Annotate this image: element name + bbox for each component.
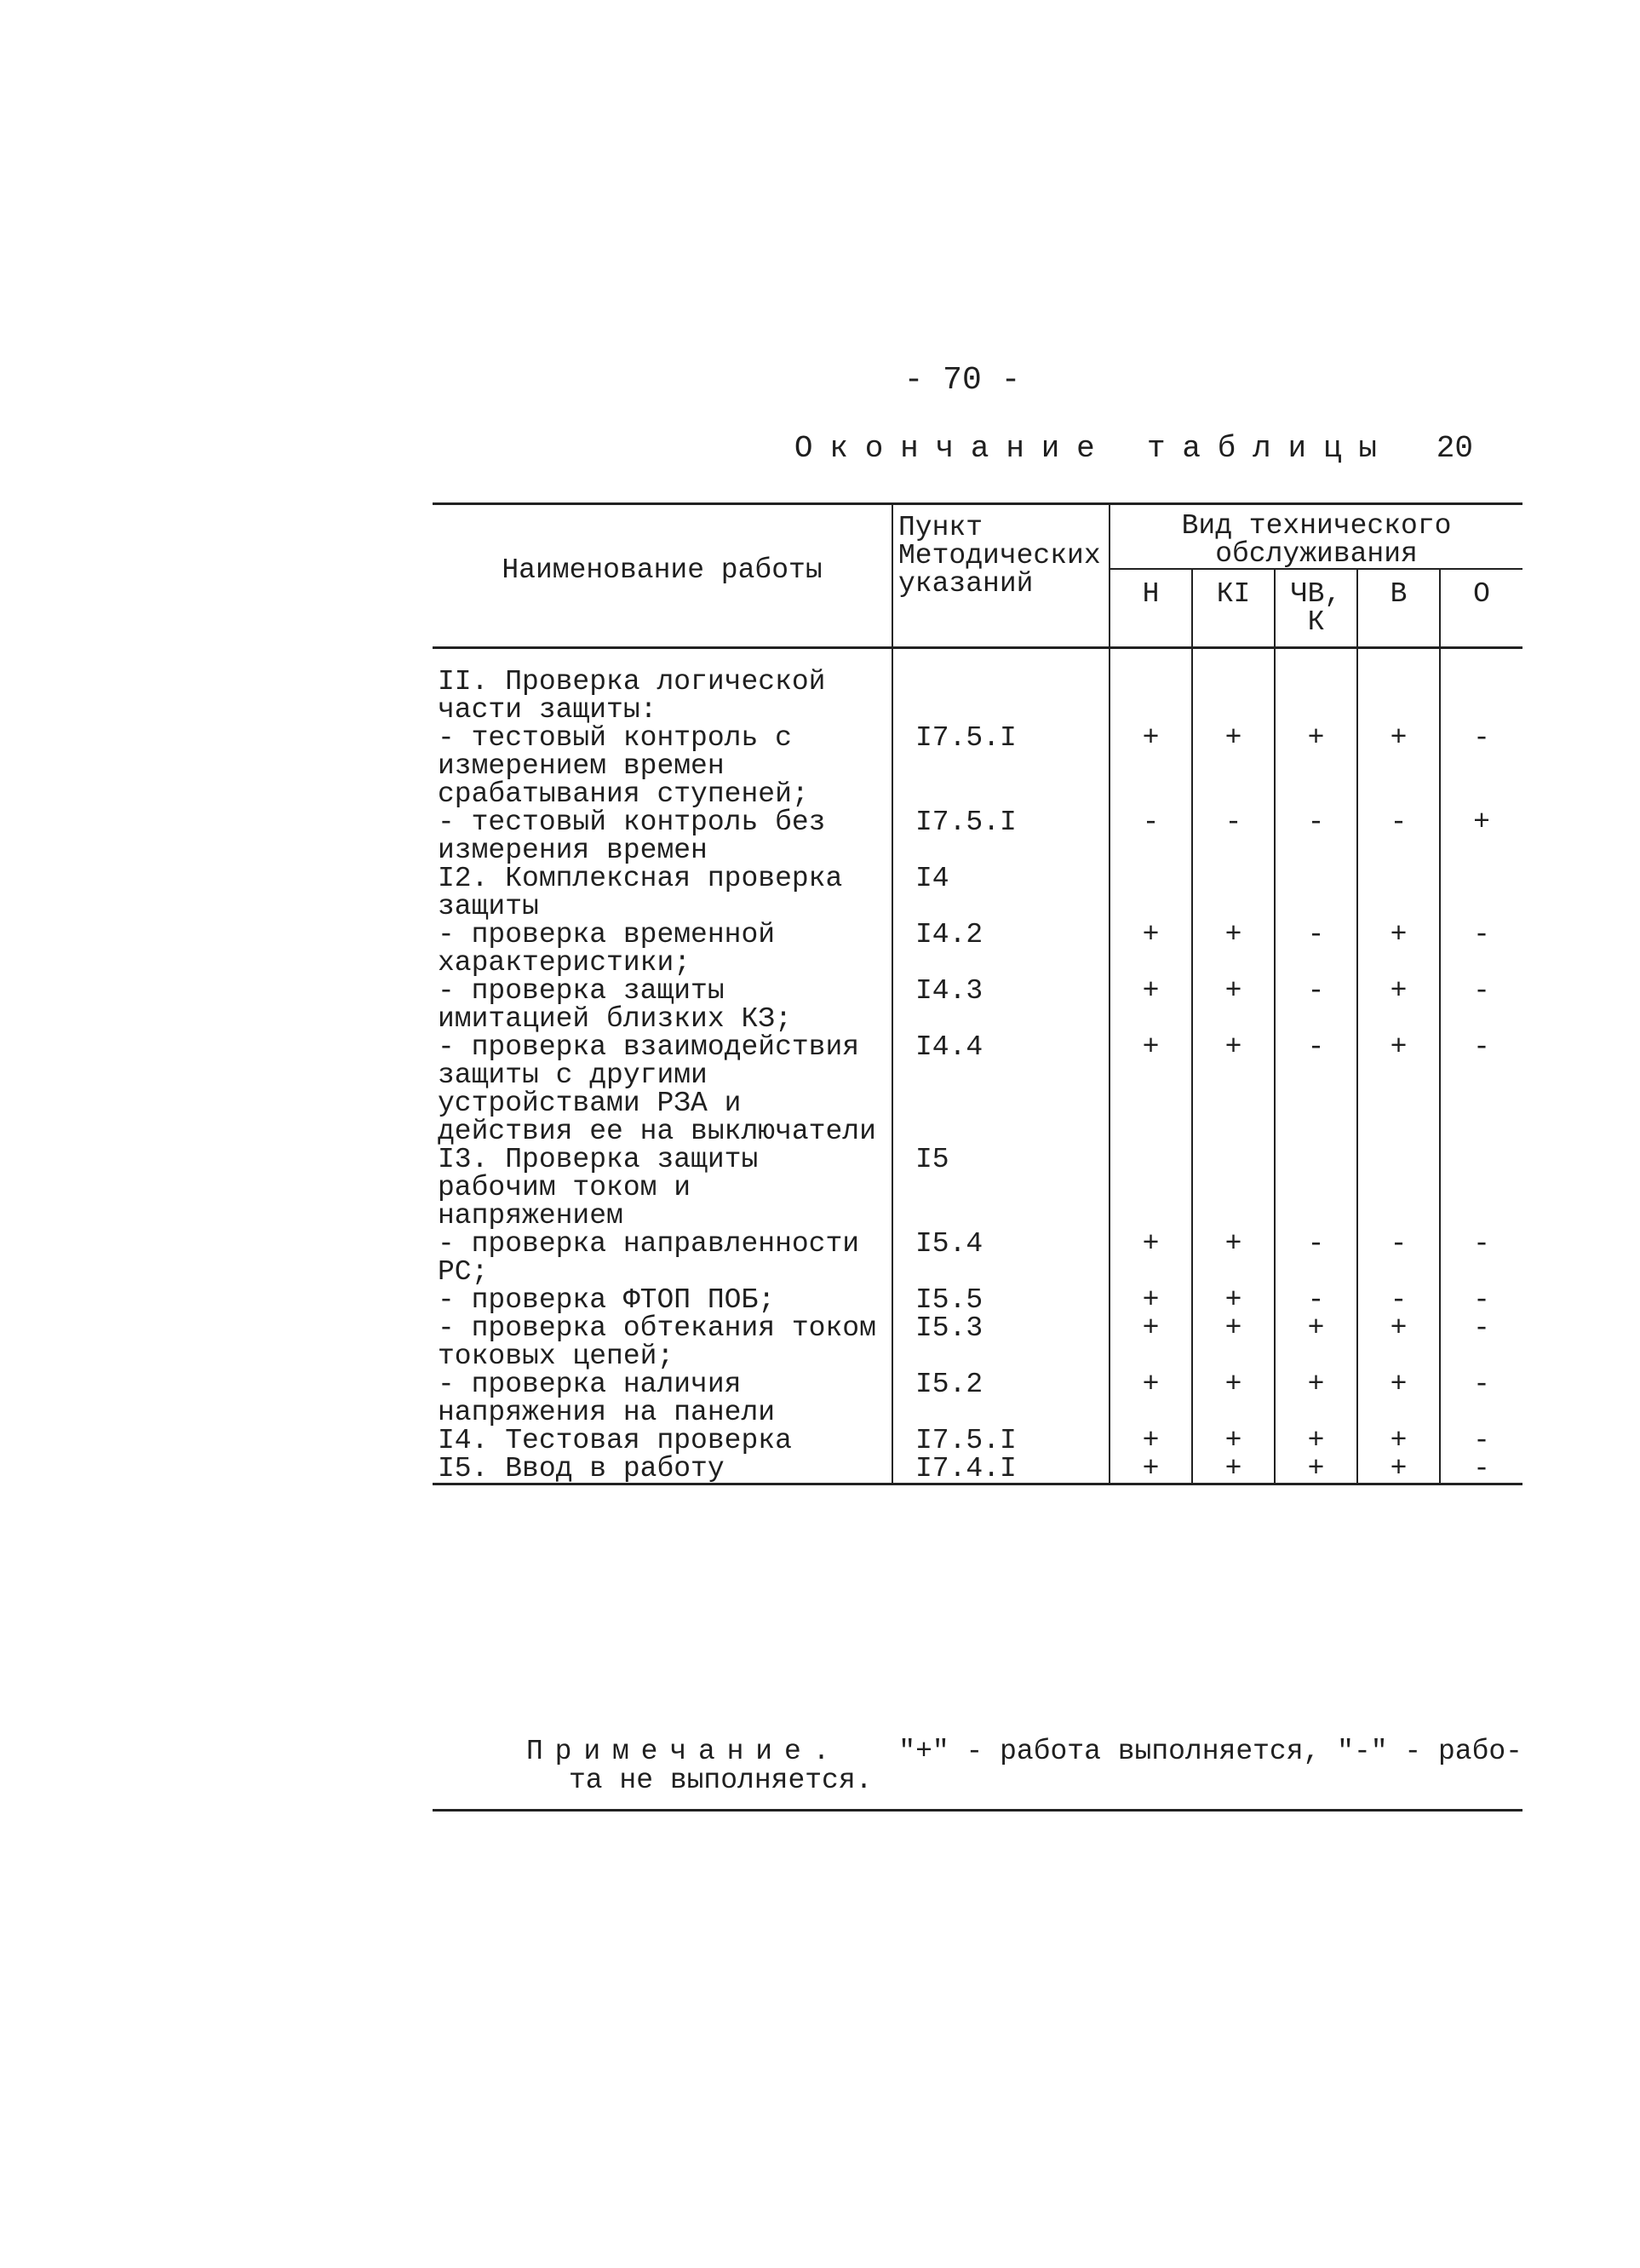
work-name: - тестовый контроль с измерением времен срабатывания ступеней;	[433, 724, 892, 808]
service-mark: -	[1275, 1230, 1357, 1286]
service-mark: +	[1192, 1286, 1275, 1314]
service-mark	[1110, 864, 1192, 921]
service-mark	[1275, 1145, 1357, 1230]
page-number: - 70 -	[903, 362, 1021, 399]
guideline-item: I4.2	[892, 921, 1110, 977]
service-mark: +	[1275, 1370, 1357, 1427]
table-row	[433, 1145, 1522, 1230]
service-mark: +	[1275, 1314, 1357, 1370]
service-mark: -	[1473, 1369, 1490, 1400]
table-row	[433, 808, 1522, 864]
note-label: Примечание.	[526, 1736, 842, 1767]
guideline-item: I5.5	[892, 1286, 1110, 1314]
table-row	[433, 1033, 1522, 1145]
service-mark: +	[1192, 1033, 1275, 1145]
table-caption-number: 20	[1436, 431, 1473, 466]
service-mark: +	[1357, 921, 1440, 977]
service-mark: -	[1275, 1286, 1357, 1314]
spacer-cell	[1110, 648, 1192, 669]
service-mark: +	[1275, 1455, 1357, 1484]
spacer-cell	[1192, 648, 1275, 669]
service-mark: -	[1275, 808, 1357, 864]
guideline-item: I4.3	[892, 977, 1110, 1033]
work-name: I2. Комплексная проверка защиты	[433, 864, 892, 921]
service-mark	[1192, 1145, 1275, 1230]
work-name: I3. Проверка защиты рабочим током и напряжением	[433, 1145, 892, 1230]
service-mark: -	[1357, 808, 1440, 864]
service-mark: +	[1275, 724, 1357, 808]
service-mark: +	[1110, 1370, 1192, 1427]
service-mark: +	[1357, 1314, 1440, 1370]
service-mark: -	[1473, 1284, 1490, 1316]
service-mark	[1440, 668, 1522, 724]
table-body	[433, 648, 1522, 1484]
table-row	[433, 1427, 1522, 1455]
service-mark: +	[1473, 807, 1490, 838]
service-mark: +	[1192, 1370, 1275, 1427]
service-mark	[1192, 864, 1275, 921]
work-name: - проверка взаимодействия защиты с другими устройствами РЗА и действия ее на выключатели	[433, 1033, 892, 1145]
work-name: I5. Ввод в работу	[433, 1455, 892, 1484]
header-service-type: Вид технического обслуживания	[1110, 504, 1522, 570]
service-mark: -	[1473, 722, 1490, 754]
service-mark: +	[1110, 1427, 1192, 1455]
table-row	[433, 1286, 1522, 1314]
work-name: - проверка временной характеристики;	[433, 921, 892, 977]
service-mark: -	[1473, 1425, 1490, 1456]
service-mark: +	[1357, 1370, 1440, 1427]
service-mark: -	[1275, 1033, 1357, 1145]
table-row	[433, 921, 1522, 977]
service-mark	[1440, 1145, 1522, 1230]
header-name: Наименование работы	[433, 504, 892, 648]
spacer-cell	[1357, 648, 1440, 669]
work-name: - проверка направленности РС;	[433, 1230, 892, 1286]
table-note	[433, 1737, 1522, 1812]
service-mark	[1357, 864, 1440, 921]
service-mark: +	[1275, 1427, 1357, 1455]
service-mark	[1110, 1145, 1192, 1230]
table-row	[433, 864, 1522, 921]
service-mark: -	[1275, 921, 1357, 977]
service-mark	[1440, 864, 1522, 921]
service-mark: +	[1357, 1455, 1440, 1484]
service-mark	[1110, 668, 1192, 724]
service-mark: -	[1473, 1228, 1490, 1260]
service-mark: +	[1110, 921, 1192, 977]
guideline-item: I5.4	[892, 1230, 1110, 1286]
work-name: I4. Тестовая проверка	[433, 1427, 892, 1455]
header-mode-2: ЧВ, К	[1275, 569, 1357, 648]
service-mark: -	[1473, 919, 1490, 950]
service-mark: +	[1110, 1314, 1192, 1370]
guideline-item: I7.4.I	[892, 1455, 1110, 1484]
service-mark: -	[1357, 1230, 1440, 1286]
spacer-cell	[892, 648, 1110, 669]
guideline-item: I5.2	[892, 1370, 1110, 1427]
guideline-item: I7.5.I	[892, 724, 1110, 808]
work-name: - проверка наличия напряжения на панели	[433, 1370, 892, 1427]
service-mark: +	[1192, 977, 1275, 1033]
guideline-item: I5.3	[892, 1314, 1110, 1370]
service-mark: +	[1110, 977, 1192, 1033]
work-name: - проверка ФТОП ПОБ;	[433, 1286, 892, 1314]
service-mark: +	[1192, 1427, 1275, 1455]
service-mark: +	[1110, 1455, 1192, 1484]
guideline-item: I7.5.I	[892, 1427, 1110, 1455]
service-mark: -	[1473, 1031, 1490, 1063]
table-row	[433, 668, 1522, 724]
table-row	[433, 1455, 1522, 1484]
spacer-cell	[433, 648, 892, 669]
service-mark: +	[1357, 724, 1440, 808]
service-mark: -	[1440, 1455, 1522, 1484]
service-mark: +	[1110, 1286, 1192, 1314]
service-mark: -	[1275, 977, 1357, 1033]
guideline-item: I7.5.I	[892, 808, 1110, 864]
guideline-item: I4.4	[892, 1033, 1110, 1145]
header-mode-3: В	[1357, 569, 1440, 648]
table-row	[433, 724, 1522, 808]
guideline-item	[892, 668, 1110, 724]
guideline-item: I5	[892, 1145, 1110, 1230]
service-mark	[1357, 668, 1440, 724]
service-mark: +	[1192, 1455, 1275, 1484]
table-caption-label: Окончание таблицы	[794, 431, 1394, 466]
guideline-item: I4	[892, 864, 1110, 921]
service-mark: +	[1192, 724, 1275, 808]
service-mark	[1192, 668, 1275, 724]
service-mark: -	[1192, 808, 1275, 864]
table-row	[433, 1370, 1522, 1427]
header-mode-1: КI	[1192, 569, 1275, 648]
service-mark: +	[1192, 1230, 1275, 1286]
header-mode-0: Н	[1110, 569, 1192, 648]
service-mark: +	[1110, 1033, 1192, 1145]
table-caption	[766, 431, 1473, 466]
service-mark: -	[1357, 1286, 1440, 1314]
table-row	[433, 977, 1522, 1033]
service-mark: +	[1357, 977, 1440, 1033]
work-name: II. Проверка логической части защиты:	[433, 668, 892, 724]
service-mark: +	[1357, 1033, 1440, 1145]
spacer-cell	[1275, 648, 1357, 669]
service-mark: -	[1473, 975, 1490, 1007]
header-item: Пункт Методических указаний	[892, 504, 1110, 648]
note-text-line1: "+" - работа выполняется, "-" - рабо-	[898, 1736, 1522, 1767]
maintenance-table	[433, 502, 1522, 1485]
header-mode-4: О	[1440, 569, 1522, 648]
service-mark: +	[1110, 1230, 1192, 1286]
work-name: - проверка обтекания током токовых цепей;	[433, 1314, 892, 1370]
service-mark: +	[1192, 1314, 1275, 1370]
work-name: - тестовый контроль без измерения времен	[433, 808, 892, 864]
work-name: - проверка защиты имитацией близких КЗ;	[433, 977, 892, 1033]
service-mark	[1357, 1145, 1440, 1230]
service-mark: -	[1110, 808, 1192, 864]
spacer-cell	[1440, 648, 1522, 669]
spacer-row	[433, 648, 1522, 669]
table-row	[433, 1230, 1522, 1286]
service-mark: +	[1110, 724, 1192, 808]
service-mark: -	[1473, 1312, 1490, 1344]
note-text-line2: та не выполняется.	[569, 1765, 873, 1796]
table-header	[433, 504, 1522, 648]
service-mark: +	[1192, 921, 1275, 977]
service-mark	[1275, 668, 1357, 724]
service-mark: +	[1357, 1427, 1440, 1455]
service-mark	[1275, 864, 1357, 921]
table-row	[433, 1314, 1522, 1370]
